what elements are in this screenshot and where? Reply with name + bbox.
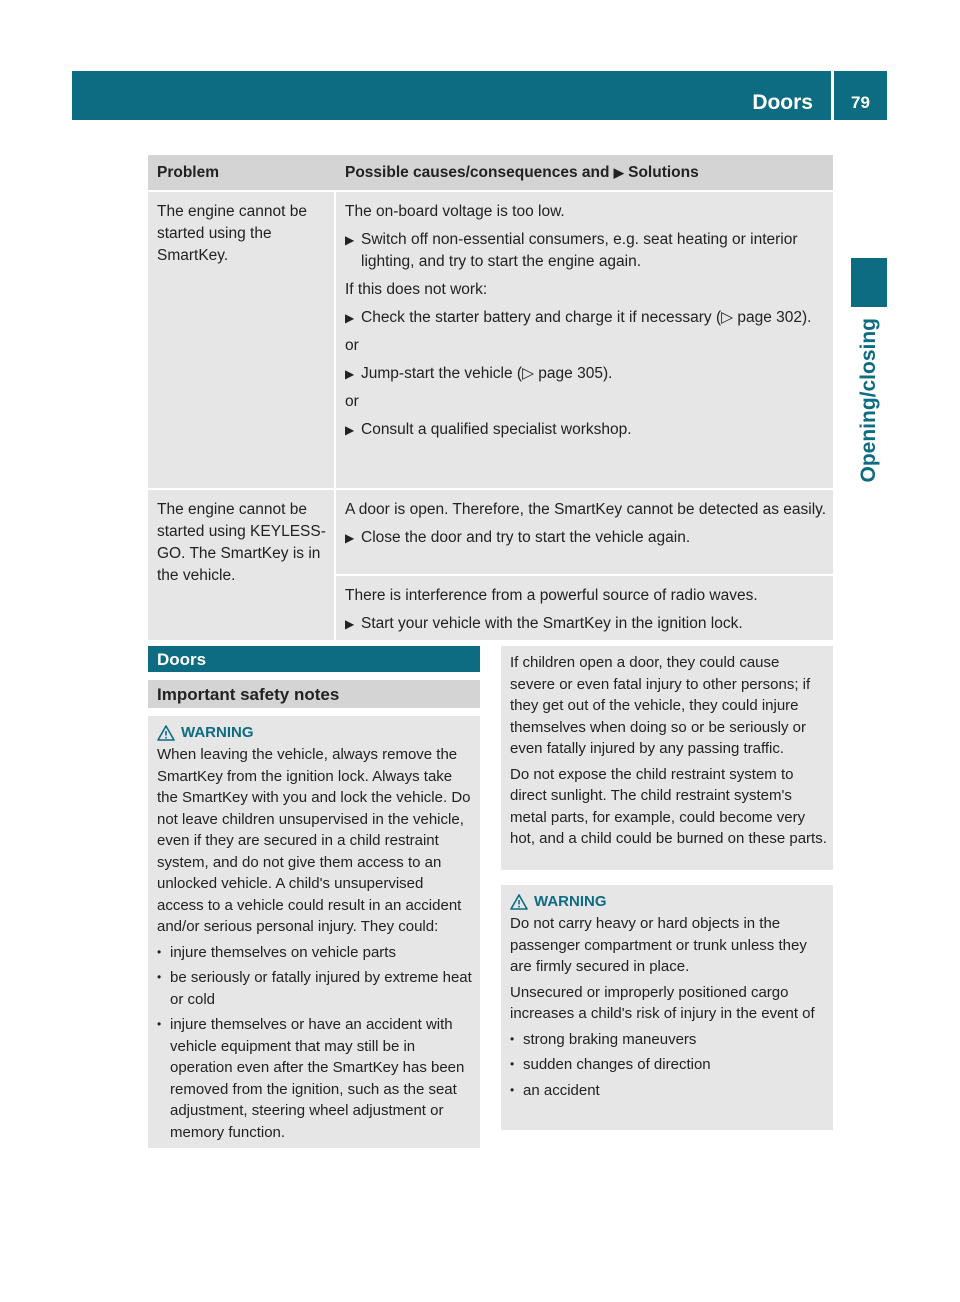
- warning-label: WARNING: [534, 893, 607, 911]
- arrow-right-icon: ▶: [345, 531, 355, 545]
- warning-triangle-icon: [510, 894, 528, 910]
- list-item: [510, 1080, 827, 1102]
- bullet-icon: •: [510, 1057, 515, 1071]
- list-item: [345, 613, 827, 635]
- step-text: Close the door and try to start the vehicle again.: [361, 529, 691, 546]
- list-item: [157, 942, 474, 964]
- warning-title: [510, 891, 827, 913]
- bullet-icon: •: [157, 1017, 162, 1031]
- problem-cell: The engine cannot be started using KEYLESS-GO. The SmartKey is in the vehicle.: [148, 490, 334, 640]
- table-row: [148, 490, 833, 640]
- solution-cell: [336, 192, 833, 488]
- list-item: [510, 1054, 827, 1076]
- bullet-icon: •: [510, 1031, 515, 1046]
- warning-title: [157, 722, 474, 744]
- header-title: Doors: [752, 91, 813, 114]
- side-tab-block: [851, 258, 887, 307]
- arrow-right-icon: ▶: [345, 423, 355, 437]
- step-text: Switch off non-essential consumers, e.g. seat heating or interior lighting, and try to start the engine again.: [361, 231, 798, 270]
- cause-text: There is interference from a powerful source of radio waves.: [345, 587, 758, 604]
- list-item: [510, 1029, 827, 1051]
- page-header: [72, 71, 887, 120]
- solution-cell: [336, 576, 833, 640]
- warning-triangle-icon: [157, 725, 175, 741]
- subsection-title: Important safety notes: [148, 680, 480, 708]
- bullet-icon: •: [510, 1082, 515, 1097]
- cause-text: A door is open. Therefore, the SmartKey cannot be detected as easily.: [345, 501, 827, 518]
- bullet-text: injure themselves on vehicle parts: [170, 943, 396, 961]
- section-title: Doors: [148, 646, 480, 672]
- bullet-icon: •: [157, 944, 162, 959]
- list-item: [345, 229, 827, 273]
- warning-box: [501, 885, 833, 1130]
- or-text: or: [345, 393, 359, 410]
- solution-cell: [336, 490, 833, 574]
- step-text: Consult a qualified specialist workshop.: [361, 421, 632, 438]
- warning-text: Do not carry heavy or hard objects in the passenger compartment or trunk unless they are firmly secured in place.: [510, 915, 807, 975]
- table-row: [148, 192, 833, 488]
- cause-text: If this does not work:: [345, 281, 488, 298]
- bullet-text: an accident: [523, 1081, 600, 1099]
- cause-text: The on-board voltage is too low.: [345, 203, 565, 220]
- list-item: [345, 363, 827, 385]
- bullet-text: injure themselves or have an accident with vehicle equipment that may still be in operation even after the SmartKey has been removed from the ignition, such as the seat adjustment, steering wheel adjustment or memory function.: [170, 1016, 465, 1141]
- col-problem: Problem: [148, 155, 334, 190]
- list-item: [157, 1014, 474, 1143]
- bullet-text: strong braking maneuvers: [523, 1030, 697, 1048]
- warning-continued-box: [501, 646, 833, 870]
- arrow-right-icon: ▶: [613, 165, 624, 180]
- problem-cell: The engine cannot be started using the SmartKey.: [148, 192, 334, 488]
- list-item: [345, 307, 827, 329]
- list-item: [345, 527, 827, 549]
- warning-text: When leaving the vehicle, always remove the SmartKey from the ignition lock. Always take the SmartKey with you and lock the vehicle. Do not leave children unsupervised in the vehicle, even if they are secured in a child restraint system, and do not give them access to an unlocked vehicle. A child's unsupervised access to a vehicle could result in an accident and/or serious personal injury. They could:: [157, 746, 471, 935]
- col-solutions-prefix: Possible causes/consequences and: [345, 164, 610, 181]
- bullet-text: sudden changes of direction: [523, 1056, 711, 1073]
- warning-text: Do not expose the child restraint system to direct sunlight. The child restraint system's metal parts, for example, could become very hot, and a child could be burned on these parts.: [510, 765, 827, 847]
- arrow-right-icon: ▶: [345, 617, 355, 631]
- arrow-right-icon: ▶: [345, 311, 355, 325]
- col-solutions-suffix: Solutions: [628, 164, 699, 181]
- list-item: [157, 967, 474, 1010]
- warning-text: If children open a door, they could cause severe or even fatal injury to other persons; if they get out of the vehicle, they could injure themselves when doing so or be seriously or even fatally injured by any passing traffic.: [510, 654, 811, 757]
- troubleshooting-table: [148, 155, 833, 640]
- col-solutions: [336, 155, 833, 190]
- step-text: Jump-start the vehicle (▷ page 305).: [361, 365, 613, 382]
- warning-box: [148, 716, 480, 1148]
- warning-label: WARNING: [181, 724, 254, 742]
- warning-text: Unsecured or improperly positioned cargo increases a child's risk of injury in the event of: [510, 983, 815, 1022]
- step-text: Start your vehicle with the SmartKey in the ignition lock.: [361, 615, 743, 632]
- page-number: 79: [851, 93, 870, 112]
- side-section-label: Opening/closing: [857, 318, 880, 483]
- arrow-right-icon: ▶: [345, 233, 355, 247]
- arrow-right-icon: ▶: [345, 367, 355, 381]
- list-item: [345, 419, 827, 441]
- bullet-icon: •: [157, 970, 162, 984]
- bullet-text: be seriously or fatally injured by extreme heat or cold: [170, 969, 472, 1008]
- or-text: or: [345, 337, 359, 354]
- step-text: Check the starter battery and charge it if necessary (▷ page 302).: [361, 309, 812, 326]
- table-header: [148, 155, 833, 190]
